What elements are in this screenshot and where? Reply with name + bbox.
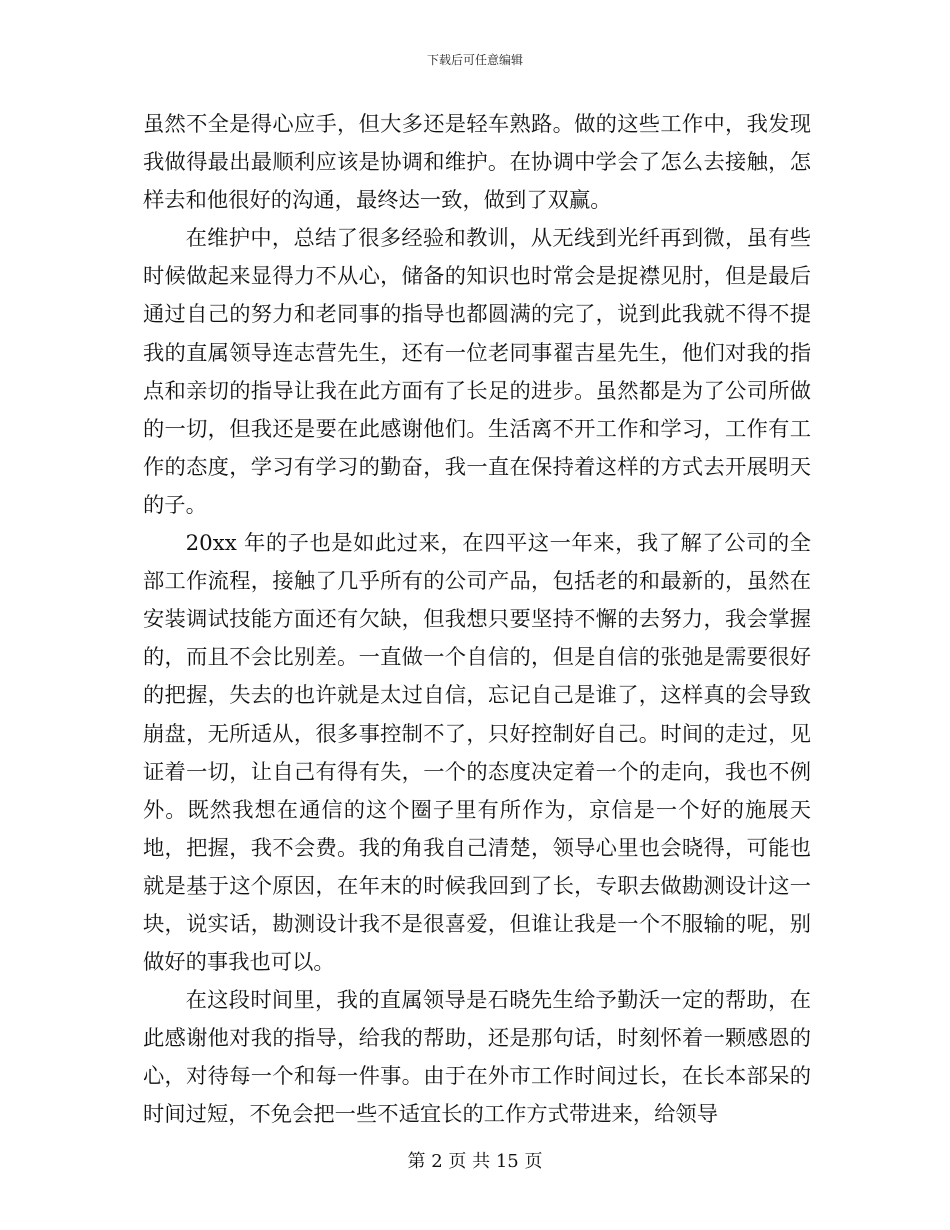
page-header-note: 下载后可任意编辑 (426, 53, 523, 67)
paragraph-1: 虽然不全是得心应手，但大多还是轻车熟路。做的这些工作中，我发现我做得最出最顺利应该是协调和维护。在协调中学会了怎么去接触，怎样去和他很好的沟通，最终达一致，做到了双赢。 (143, 112, 811, 214)
paragraph-3: 20xx 年的子也是如此过来，在四平这一年来，我了解了公司的全部工作流程，接触了几乎所有的公司产品，包括老的和最新的，虽然在安装调试技能方面还有欠缺，但我想只要坚持不懈的去努力，我会掌握的，而且不会比别差。一直做一个自信的，但是自信的张弛是需要很好的把握，失去的也许就是太过自信，忘记自己是谁了，这样真的会导致崩盘，无所适从，很多事控制不了，只好控制好自己。时间的走过，见证着一切，让自己有得有失，一个的态度决定着一个的走向，我也不例外。既然我想在通信的这个圈子里有所作为，京信是一个好的施展天地，把握，我不会费。我的角我自己清楚，领导心里也会晓得，可能也就是基于这个原因，在年末的时候我回到了长，专职去做勘测设计这一块，说实话，勘测设计我不是很喜爱，但谁让我是一个不服输的呢，别做好的事我也可以。 (143, 531, 811, 976)
document-body (143, 106, 811, 1135)
paragraph-4: 在这段时间里，我的直属领导是石晓先生给予勤沃一定的帮助，在此感谢他对我的指导，给我的帮助，还是那句话，时刻怀着一颗感恩的心，对待每一个和每一件事。由于在外市工作时间过长，在长本部呆的时间过短，不免会把一些不适宜长的工作方式带进来，给领导 (143, 988, 811, 1128)
page-number-footer: 第 2 页 共 15 页 (407, 1151, 543, 1172)
paragraph-2: 在维护中，总结了很多经验和教训，从无线到光纤再到微，虽有些时候做起来显得力不从心，储备的知识也时常会是捉襟见肘，但是最后通过自己的努力和老同事的指导也都圆满的完了，说到此我就不得不提我的直属领导连志营先生，还有一位老同事翟吉星先生，他们对我的指点和亲切的指导让我在此方面有了长足的进步。虽然都是为了公司所做的一切，但我还是要在此感谢他们。生活离不开工作和学习，工作有工作的态度，学习有学习的勤奋，我一直在保持着这样的方式去开展明天的子。 (143, 226, 811, 518)
